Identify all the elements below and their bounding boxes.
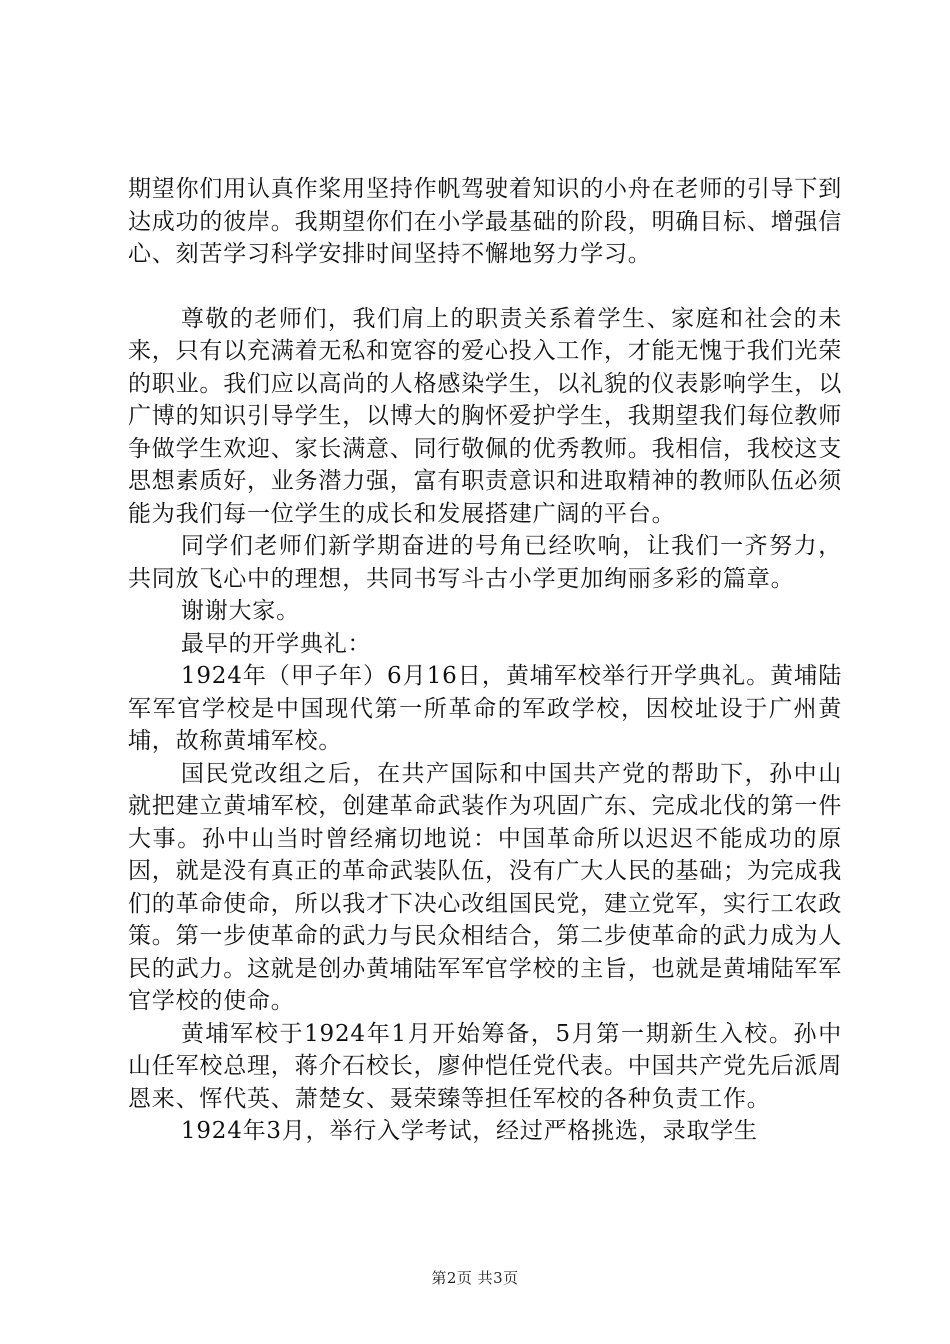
paragraph-2: 尊敬的老师们，我们肩上的职责关系着学生、家庭和社会的未来，只有以充满着无私和宽容的爱心投入工作，才能无愧于我们光荣的职业。我们应以高尚的人格感染学生，以礼貌的仪表影响学生，以广博的知识引导学生，以博大的胸怀爱护学生，我期望我们每位教师争做学生欢迎、家长满意、同行敬佩的优秀教师。我相信，我校这支思想素质好，业务潜力强，富有职责意识和进取精神的教师队伍必须能为我们每一位学生的成长和发展搭建广阔的平台。 bbox=[128, 305, 842, 527]
paragraph-4: 谢谢大家。 bbox=[180, 598, 300, 624]
paragraph-3: 同学们老师们新学期奋进的号角已经吹响，让我们一齐努力，共同放飞心中的理想，共同书写斗古小学更加绚丽多彩的篇章。 bbox=[128, 533, 842, 592]
paragraph-spacer bbox=[128, 271, 842, 303]
paragraph-1: 期望你们用认真作桨用坚持作帆驾驶着知识的小舟在老师的引导下到达成功的彼岸。我期望你们在小学最基础的阶段，明确目标、增强信心、刻苦学习科学安排时间坚持不懈地努力学习。 bbox=[128, 176, 842, 267]
paragraph-5: 最早的开学典礼： bbox=[180, 630, 372, 657]
paragraph-7: 国民党改组之后，在共产国际和中国共产党的帮助下，孙中山就把建立黄埔军校，创建革命武装作为巩固广东、完成北伐的第一件大事。孙中山当时曾经痛切地说：中国革命所以迟迟不能成功的原因，就是没有真正的革命武装队伍，没有广大人民的基础；为完成我们的革命使命，所以我才下决心改组国民党，建立党军，实行工农政策。第一步使革命的武力与民众相结合，第二步使革命的武力成为人民的武力。这就是创办黄埔陆军军官学校的主旨，也就是黄埔陆军军官学校的使命。 bbox=[128, 760, 842, 1014]
paragraph-6: 1924年（甲子年）6月16日，黄埔军校举行开学典礼。黄埔陆军军官学校是中国现代第一所革命的军政学校，因校址设于广州黄埔，故称黄埔军校。 bbox=[128, 663, 842, 754]
paragraph-9: 1924年3月，举行入学考试，经过严格挑选，录取学生 bbox=[180, 1118, 758, 1144]
page-number-footer: 第2页 共3页 bbox=[431, 1269, 519, 1287]
document-body bbox=[128, 173, 842, 1148]
paragraph-8: 黄埔军校于1924年1月开始筹备，5月第一期新生入校。孙中山任军校总理，蒋介石校长，廖仲恺任党代表。中国共产党先后派周恩来、恽代英、萧楚女、聂荣臻等担任军校的各种负责工作。 bbox=[128, 1020, 842, 1112]
